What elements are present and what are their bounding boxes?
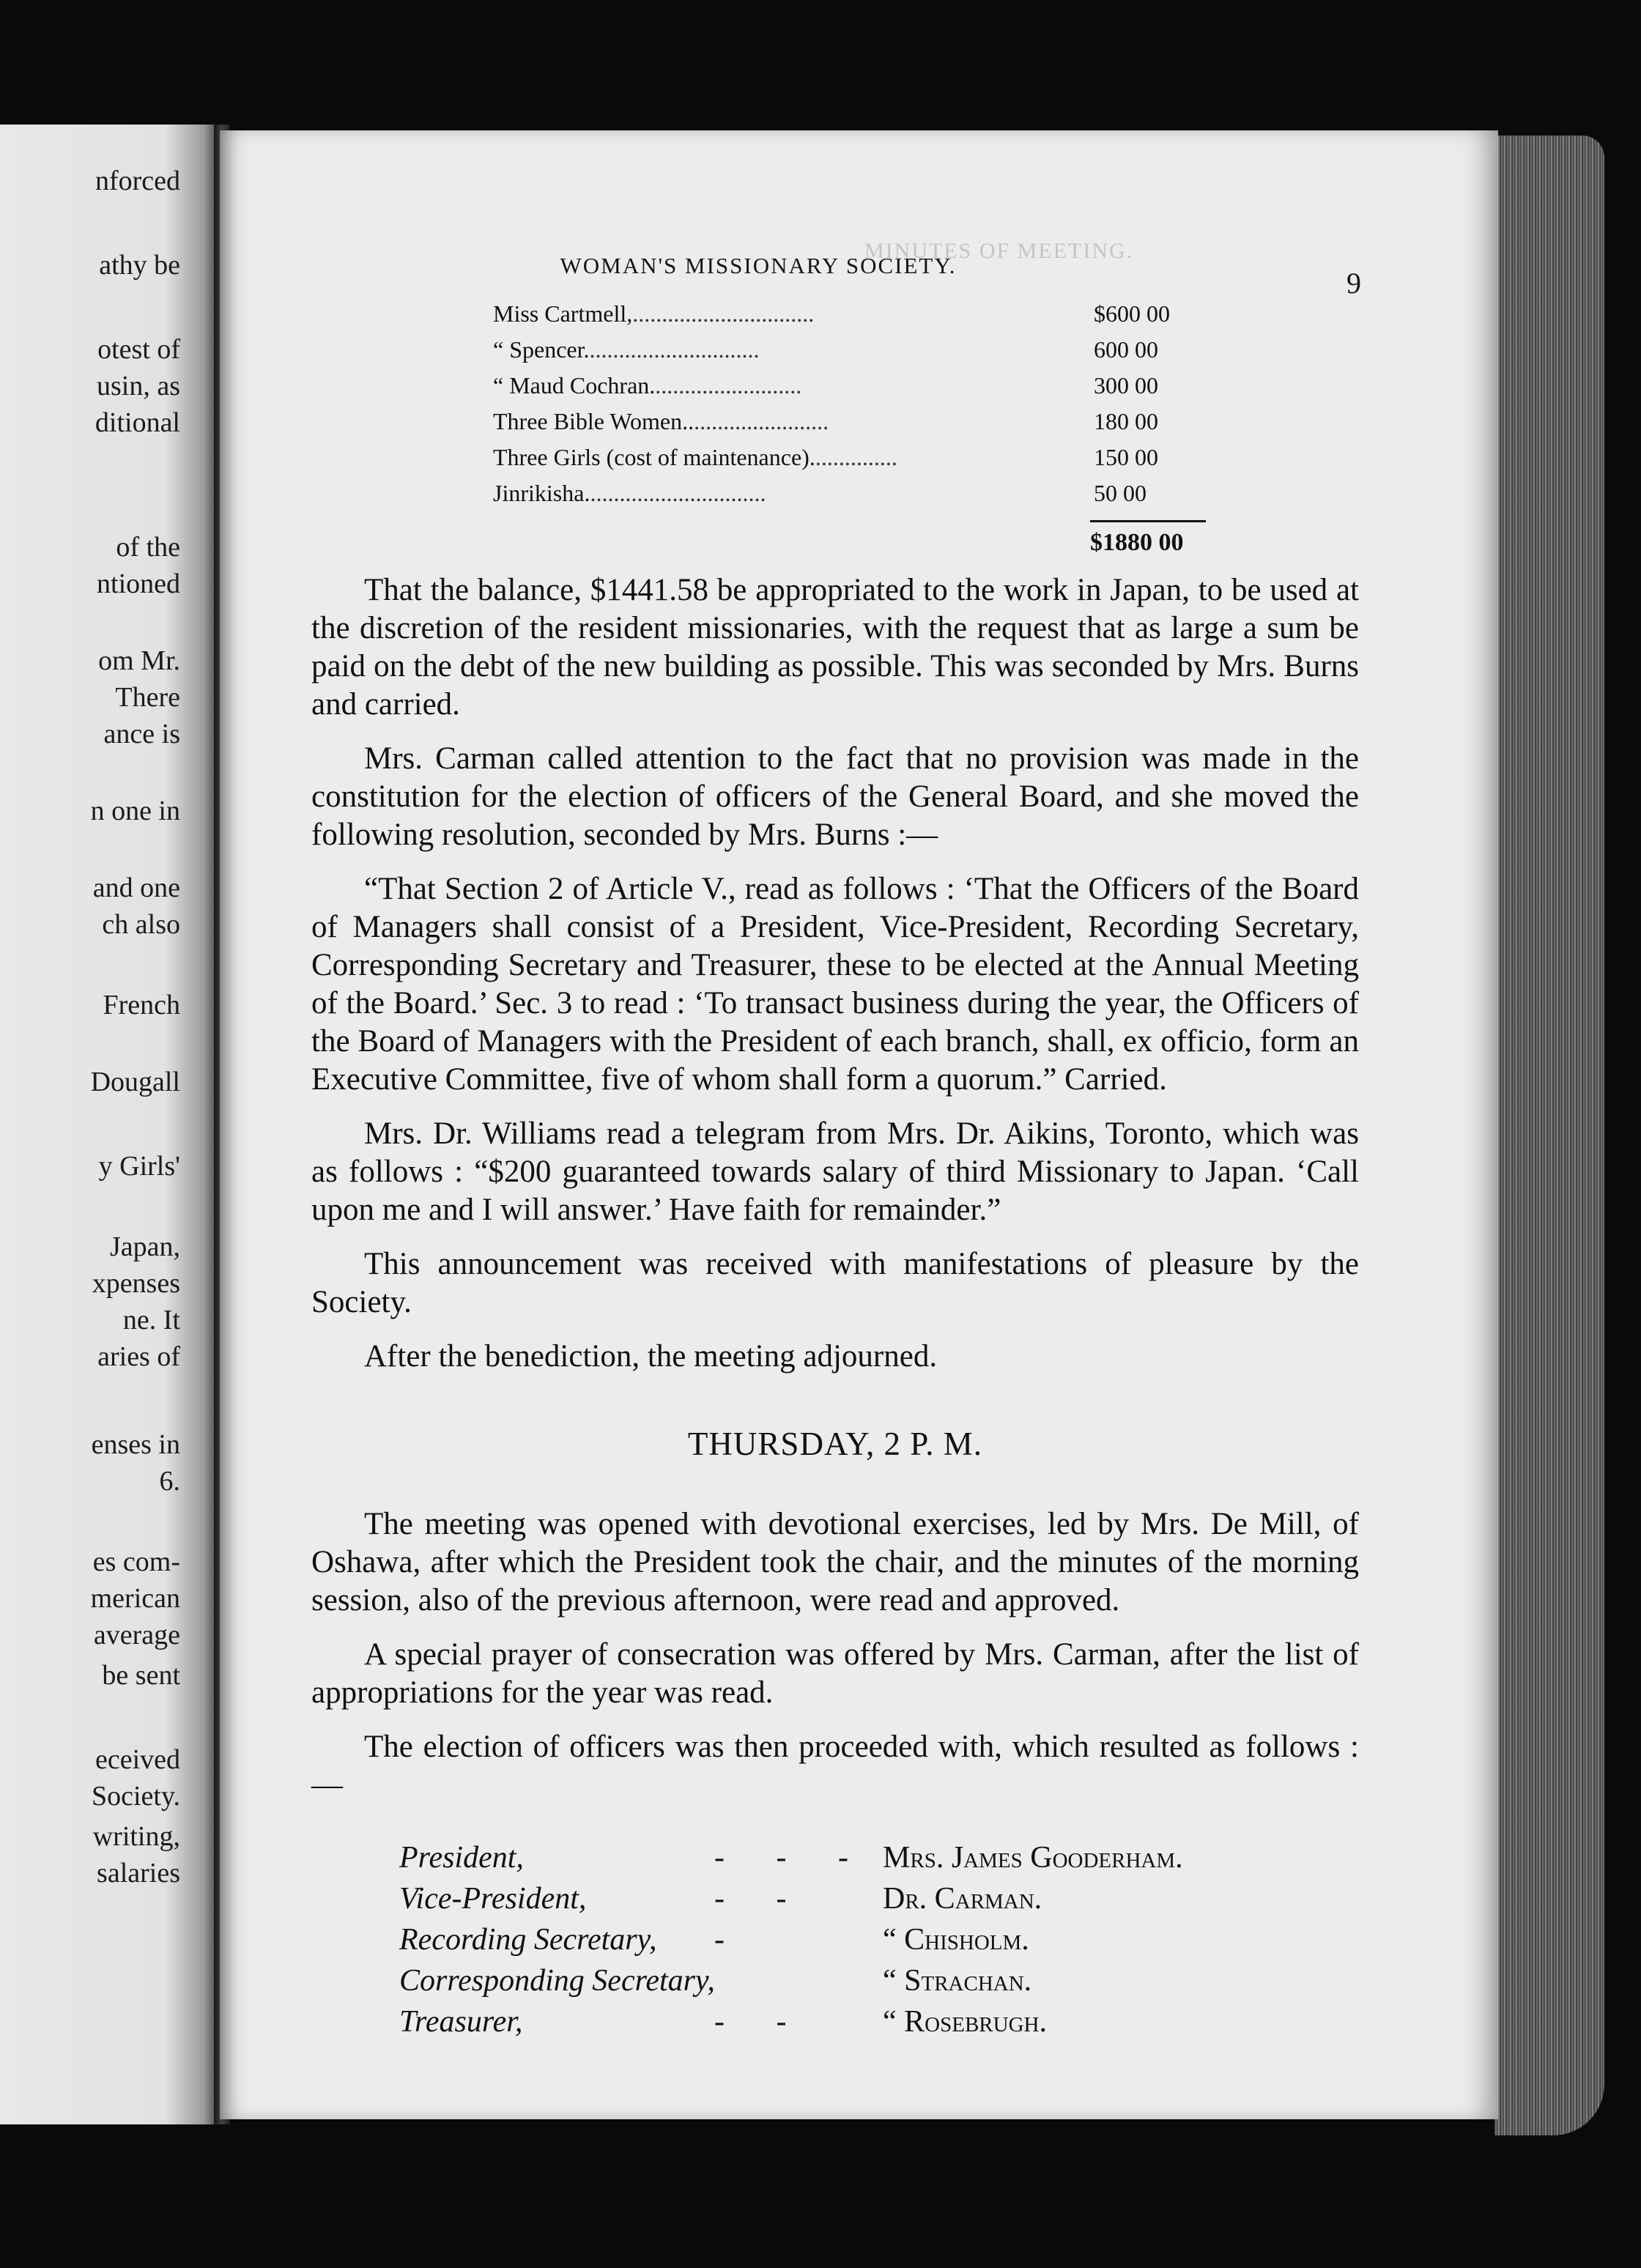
left-page-line: ditional xyxy=(95,407,180,438)
left-page-line: es com- xyxy=(92,1546,180,1577)
left-page-line: Society. xyxy=(91,1781,180,1812)
budget-item-name: Jinrikisha. xyxy=(493,480,590,506)
body-text-top xyxy=(311,571,1359,1376)
paragraph-gap xyxy=(311,1620,1359,1636)
show-through-text: MINUTES OF MEETING. xyxy=(864,239,1134,263)
left-page-line: otest of xyxy=(97,334,180,365)
budget-item-label xyxy=(493,336,760,363)
left-page-line: y Girls' xyxy=(98,1151,180,1182)
paragraph-gap xyxy=(311,1322,1359,1338)
left-page-line: average xyxy=(93,1620,180,1650)
leader-dots: .............................. xyxy=(590,480,766,506)
paragraph: This announcement was received with manifestations of pleasure by the Society. xyxy=(311,1247,1359,1319)
officer-dashes: - xyxy=(714,1923,747,1957)
left-page-line: writing, xyxy=(92,1821,180,1852)
officer-name: Dr. Carman. xyxy=(883,1882,1042,1916)
left-page-line: Japan, xyxy=(109,1231,180,1262)
budget-row xyxy=(493,300,1226,336)
officer-row xyxy=(399,1840,1337,1881)
paragraph-gap xyxy=(311,854,1359,870)
budget-item-label xyxy=(493,480,766,507)
officer-role: President, xyxy=(399,1841,524,1875)
paragraph: That the balance, $1441.58 be appropriated to the work in Japan, to be used at the discretion of the resident missionaries, with the request that as large a sum be paid on the debt of the new building as possible. This was seconded by Mrs. Burns and carried. xyxy=(311,573,1359,722)
left-page-line: om Mr. xyxy=(98,645,180,676)
budget-item-amount: 150 00 xyxy=(1094,444,1158,470)
budget-total: $1880 00 xyxy=(1090,529,1184,556)
officer-role: Treasurer, xyxy=(399,2005,523,2039)
officers-list xyxy=(399,1840,1337,2045)
budget-row xyxy=(493,336,1226,372)
paragraph-gap xyxy=(311,1099,1359,1115)
budget-item-label xyxy=(493,408,829,435)
officer-dashes: - - xyxy=(714,1882,809,1916)
budget-item-amount: 300 00 xyxy=(1094,372,1158,399)
left-page-line: aries of xyxy=(97,1341,180,1372)
left-page-line: enses in xyxy=(91,1429,180,1460)
page-block-edge xyxy=(1494,136,1604,2135)
officer-role: Corresponding Secretary, xyxy=(399,1964,715,1998)
left-page-line: 6. xyxy=(159,1466,180,1497)
officer-dashes: - - xyxy=(714,2005,809,2039)
officer-name: “ Rosebrugh. xyxy=(883,2005,1047,2039)
left-page-line: be sent xyxy=(102,1660,180,1691)
left-page-line: There xyxy=(115,682,180,713)
leader-dots: ....................... xyxy=(694,408,829,434)
budget-item-name: “ Spencer. xyxy=(493,336,590,363)
left-page-line: ance is xyxy=(103,719,180,749)
paragraph-gap xyxy=(311,724,1359,740)
officer-row xyxy=(399,1963,1337,2004)
paragraph-gap xyxy=(311,1712,1359,1728)
budget-item-name: Miss Cartmell, xyxy=(493,300,633,327)
officer-row xyxy=(399,2004,1337,2045)
total-rule xyxy=(1090,520,1206,522)
appropriations-list xyxy=(493,300,1226,556)
left-page-line: xpenses xyxy=(92,1268,180,1299)
body-text-bottom xyxy=(311,1505,1359,1804)
left-page-line: ch also xyxy=(102,909,180,940)
budget-item-name: Three Bible Women.. xyxy=(493,408,694,434)
left-page-line: merican xyxy=(90,1583,180,1614)
paragraph: The meeting was opened with devotional exercises, led by Mrs. De Mill, of Oshawa, after which the President took the chair, and the minutes of the morning session, also of the previous afternoon, were read and approved. xyxy=(311,1507,1359,1617)
officer-name: Mrs. James Gooderham. xyxy=(883,1841,1183,1875)
budget-item-label xyxy=(493,444,897,471)
leader-dots: .............. xyxy=(815,444,897,470)
paragraph: “That Section 2 of Article V., read as follows : ‘That the Officers of the Board of Managers shall consist of a President, Vice-President, Recording Secretary, Corresponding Secretary and Treasurer, these to be elected at the Annual Meeting of the Board.’ Sec. 3 to read : ‘To transact business during the year, the Officers of the Board of Managers with the President of each branch, shall, ex officio, form an Executive Committee, five of whom shall form a quorum.” Carried. xyxy=(311,872,1359,1097)
budget-item-amount: 50 00 xyxy=(1094,480,1147,506)
budget-item-label xyxy=(493,372,801,399)
section-heading: THURSDAY, 2 P. M. xyxy=(687,1426,983,1462)
left-page-line: usin, as xyxy=(97,371,180,401)
paragraph: The election of officers was then proceeded with, which resulted as follows :— xyxy=(311,1730,1359,1802)
previous-page xyxy=(0,125,220,2124)
officer-row xyxy=(399,1922,1337,1963)
leader-dots: ............................... xyxy=(632,300,815,327)
budget-row xyxy=(493,408,1226,444)
running-head: WOMAN'S MISSIONARY SOCIETY. xyxy=(560,253,957,278)
paragraph: Mrs. Carman called attention to the fact that no provision was made in the constitution for the election of officers of the General Board, and she moved the following resolution, seconded by Mrs. Burns :— xyxy=(311,741,1359,852)
left-page-line: Dougall xyxy=(90,1067,180,1097)
left-page-line: salaries xyxy=(97,1858,180,1889)
budget-row xyxy=(493,480,1226,516)
left-page-line: of the xyxy=(116,532,180,563)
budget-row xyxy=(493,372,1226,408)
paragraph: After the benediction, the meeting adjourned. xyxy=(364,1339,938,1374)
left-page-line: nforced xyxy=(95,166,180,196)
leader-dots: ......................... xyxy=(655,372,802,399)
officer-role: Vice-President, xyxy=(399,1882,587,1916)
officer-dashes: - - - xyxy=(714,1841,870,1875)
budget-item-amount: 180 00 xyxy=(1094,408,1158,434)
left-page-line: and one xyxy=(92,872,180,903)
budget-row xyxy=(493,444,1226,480)
budget-item-name: “ Maud Cochran. xyxy=(493,372,656,399)
page-number: 9 xyxy=(1346,267,1361,300)
officer-row xyxy=(399,1881,1337,1922)
leader-dots: ............................. xyxy=(589,336,760,363)
budget-item-amount: 600 00 xyxy=(1094,336,1158,363)
budget-item-amount: $600 00 xyxy=(1094,300,1170,327)
paragraph-gap xyxy=(311,1229,1359,1245)
budget-item-name: Three Girls (cost of maintenance). xyxy=(493,444,815,470)
budget-item-label xyxy=(493,300,814,327)
left-page-line: n one in xyxy=(90,796,180,826)
officer-name: “ Strachan. xyxy=(883,1964,1032,1998)
left-page-line: athy be xyxy=(99,250,180,281)
officer-role: Recording Secretary, xyxy=(399,1923,657,1957)
paragraph: A special prayer of consecration was offered by Mrs. Carman, after the list of appropriations for the year was read. xyxy=(311,1637,1359,1710)
officer-name: “ Chisholm. xyxy=(883,1923,1029,1957)
left-page-line: French xyxy=(103,990,180,1020)
left-page-line: ntioned xyxy=(97,568,180,599)
paragraph: Mrs. Dr. Williams read a telegram from Mrs. Dr. Aikins, Toronto, which was as follows : “$200 guaranteed towards salary of third Missionary to Japan. ‘Call upon me and I will answer.’ Have faith for remainder.” xyxy=(311,1116,1359,1227)
left-page-line: eceived xyxy=(95,1744,180,1775)
left-page-line: ne. It xyxy=(122,1305,180,1335)
